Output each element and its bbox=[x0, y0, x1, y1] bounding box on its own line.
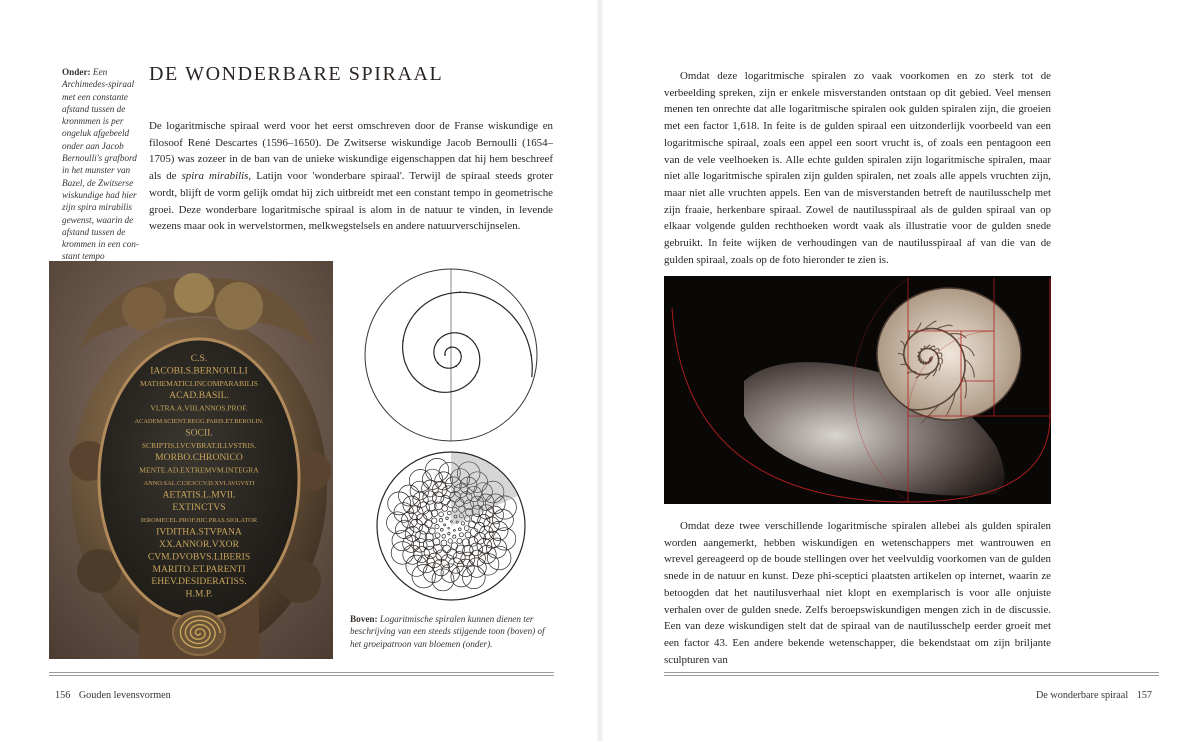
footer-rule-right bbox=[664, 672, 1159, 676]
flower-growth-pattern bbox=[358, 448, 544, 603]
body-paragraph-left: De logaritmische spiraal werd voor het eerst omschreven door de Franse wiskundige en filosoof René Descartes (1596–1650). De Zwitserse wiskundige Jacob Bernoulli (1654–1705) was zozeer in de ban van de unieke wiskundige eigenschappen dat hij hem beschreef als de spira mirabilis, Latijn voor 'wonderbare spiraal'. Terwijl de spiraal steeds groter wordt, blijft de vorm gelijk omdat hij zich uitbreidt met een constant tempo in geometrische groei. Deze wonderbare logaritmische spiraal is alom in de natuur te vinden, in levende wezens maar ook in wervelstormen, melkwegstelsels en andere natuurverschijnselen. bbox=[149, 120, 553, 233]
running-title-left: Gouden levensvormen bbox=[78, 690, 171, 701]
nautilus-shell-photo bbox=[664, 276, 1051, 504]
epitaph-line: EHEV.DESIDERATISS. bbox=[151, 576, 247, 588]
log-spiral-drawing bbox=[358, 262, 544, 448]
epitaph-line: IACOBI.S.BERNOULLI bbox=[150, 365, 248, 377]
epitaph-line: XX.ANNOR.VXOR bbox=[159, 539, 239, 550]
epitaph-line: MENTE.AD.EXTREMVM.INTEGRA bbox=[139, 465, 259, 475]
epitaph-line: ACAD.BASIL. bbox=[169, 390, 229, 402]
folio-right bbox=[1036, 690, 1158, 701]
folio-left bbox=[49, 690, 171, 701]
epitaph-line: H.M.P. bbox=[185, 588, 213, 600]
epitaph-line: AETATIS.L.MVII. bbox=[162, 489, 236, 501]
epitaph-line: SOCII. bbox=[185, 427, 213, 439]
caption-top: Onder: Een Archimedes-spiraal met een constante afstand tussen de kronmmen is per ongeluk afgebeeld onder aan Jacob Bernoulli's grafbord in het munster van Bazel, de Zwitserse wiskundige had hier zijn spira mirabilis gewenst, waarin de afstand tussen de krommen in een constant tempo bbox=[62, 67, 139, 262]
body-paragraph-right-1: Omdat deze logaritmische spiralen zo vaak voorkomen en zo sterk tot de verbeelding spreken, zijn er enkele misverstanden ontstaan op dit gebied. Veel mensen menen ten onrechte dat alle logaritmische spiralen ook gulden spiralen zijn, die groeien met een factor 1,618. In feite is de gulden spiraal een uitzonderlijk voorbeeld van een logaritmische spiraal, zoals een appel een soort vrucht is, of zoals een pentagoon een van de vele veelhoeken is. Alle echte gulden spiralen zijn logaritmische spiralen, maar niet alle logaritmische spiralen zijn gulden spiralen, net zoals alle appels vruchten zijn, maar niet alle vruchten appels. Een van de misverstanden betreft de nautilusschelp met zijn fraaie, herkenbare spiraal. Zowel de nautilusspiraal als de gulden spiraal van op elkaar volgende gulden rechthoeken wordt vaak als illustratie voor de gulden snede gebruikt. In feite wijken de verhoudingen van de nautilusspiraal af van die van de gulden spiraal, zoals op de foto hieronder te zien is. bbox=[664, 70, 1051, 266]
tone-spiral-curve bbox=[403, 292, 533, 392]
epitaph-line: ANNO.SAL.CIƆIƆCCV.D.XVI.AVGVSTI bbox=[143, 480, 255, 487]
epitaph-line: C.S. bbox=[190, 353, 208, 364]
running-title-right: De wonderbare spiraal bbox=[1035, 690, 1129, 701]
footer-rule-left bbox=[49, 672, 554, 676]
epitaph-line: IEROMECEL.PROF.HIC.PRAS.SIOLATOR bbox=[140, 517, 258, 525]
caption-bottom: Boven: Logaritmische spiralen kunnen dienen ter beschrijving van een steeds stijgende toon (boven) of het groeipatroon van bloemen (onder). bbox=[350, 614, 545, 649]
epitaph-line: ACADEM.SCIENT.REGG.PARIS.ET.BEROLIN. bbox=[134, 418, 264, 425]
epitaph-line: EXTINCTVS bbox=[172, 501, 226, 513]
epitaph-line: VLTRA.A.VIII.ANNOS.PROF. bbox=[150, 403, 248, 413]
epitaph-line: MATHEMATICI.INCOMPARABILIS bbox=[139, 378, 259, 388]
epitaph-illustration bbox=[49, 261, 333, 659]
right-page bbox=[600, 0, 1200, 741]
epitaph-line: MORBO.CHRONICO bbox=[155, 452, 243, 464]
bernoulli-epitaph-photo bbox=[49, 261, 333, 659]
epitaph-line: MARITO.ET.PARENTI bbox=[152, 563, 246, 575]
page-number-right: 157 bbox=[1136, 690, 1152, 701]
epitaph-line: SCRIPTIS.LVCVBRAT.ILLVSTRIS. bbox=[141, 440, 257, 450]
epitaph-line: IVDITHA.STVPANA bbox=[156, 526, 242, 538]
page-number-left: 156 bbox=[55, 690, 71, 701]
body-paragraph-right-2: Omdat deze twee verschillende logaritmische spiralen allebei als gulden spiralen worden aangemerkt, hebben wiskundigen en wetenschappers met wantrouwen en wrevel gereageerd op de boude stellingen over het veelvuldig voorkomen van de gulden snede in de natuur en kunst. Deze phi-sceptici plaatsten artikelen op internet, waarin ze betoogden dat het nautilusverhaal niet klopt en exemplarisch is voor alle onjuiste verhalen over de gulden snede. Zelfs beroepswiskundigen mengen zich in de discussie. Een van deze wiskundigen stelt dat de spiraal van de nautilusschelp eerder groeit met een factor 43. Een andere bekende wetenschapper, die bekendstaat om zijn briljante sculpturen van bbox=[664, 520, 1051, 666]
epitaph-line: CVM.DVOBVS.LIBERIS bbox=[147, 551, 251, 563]
page-title: DE WONDERBARE SPIRAAL bbox=[149, 63, 444, 85]
